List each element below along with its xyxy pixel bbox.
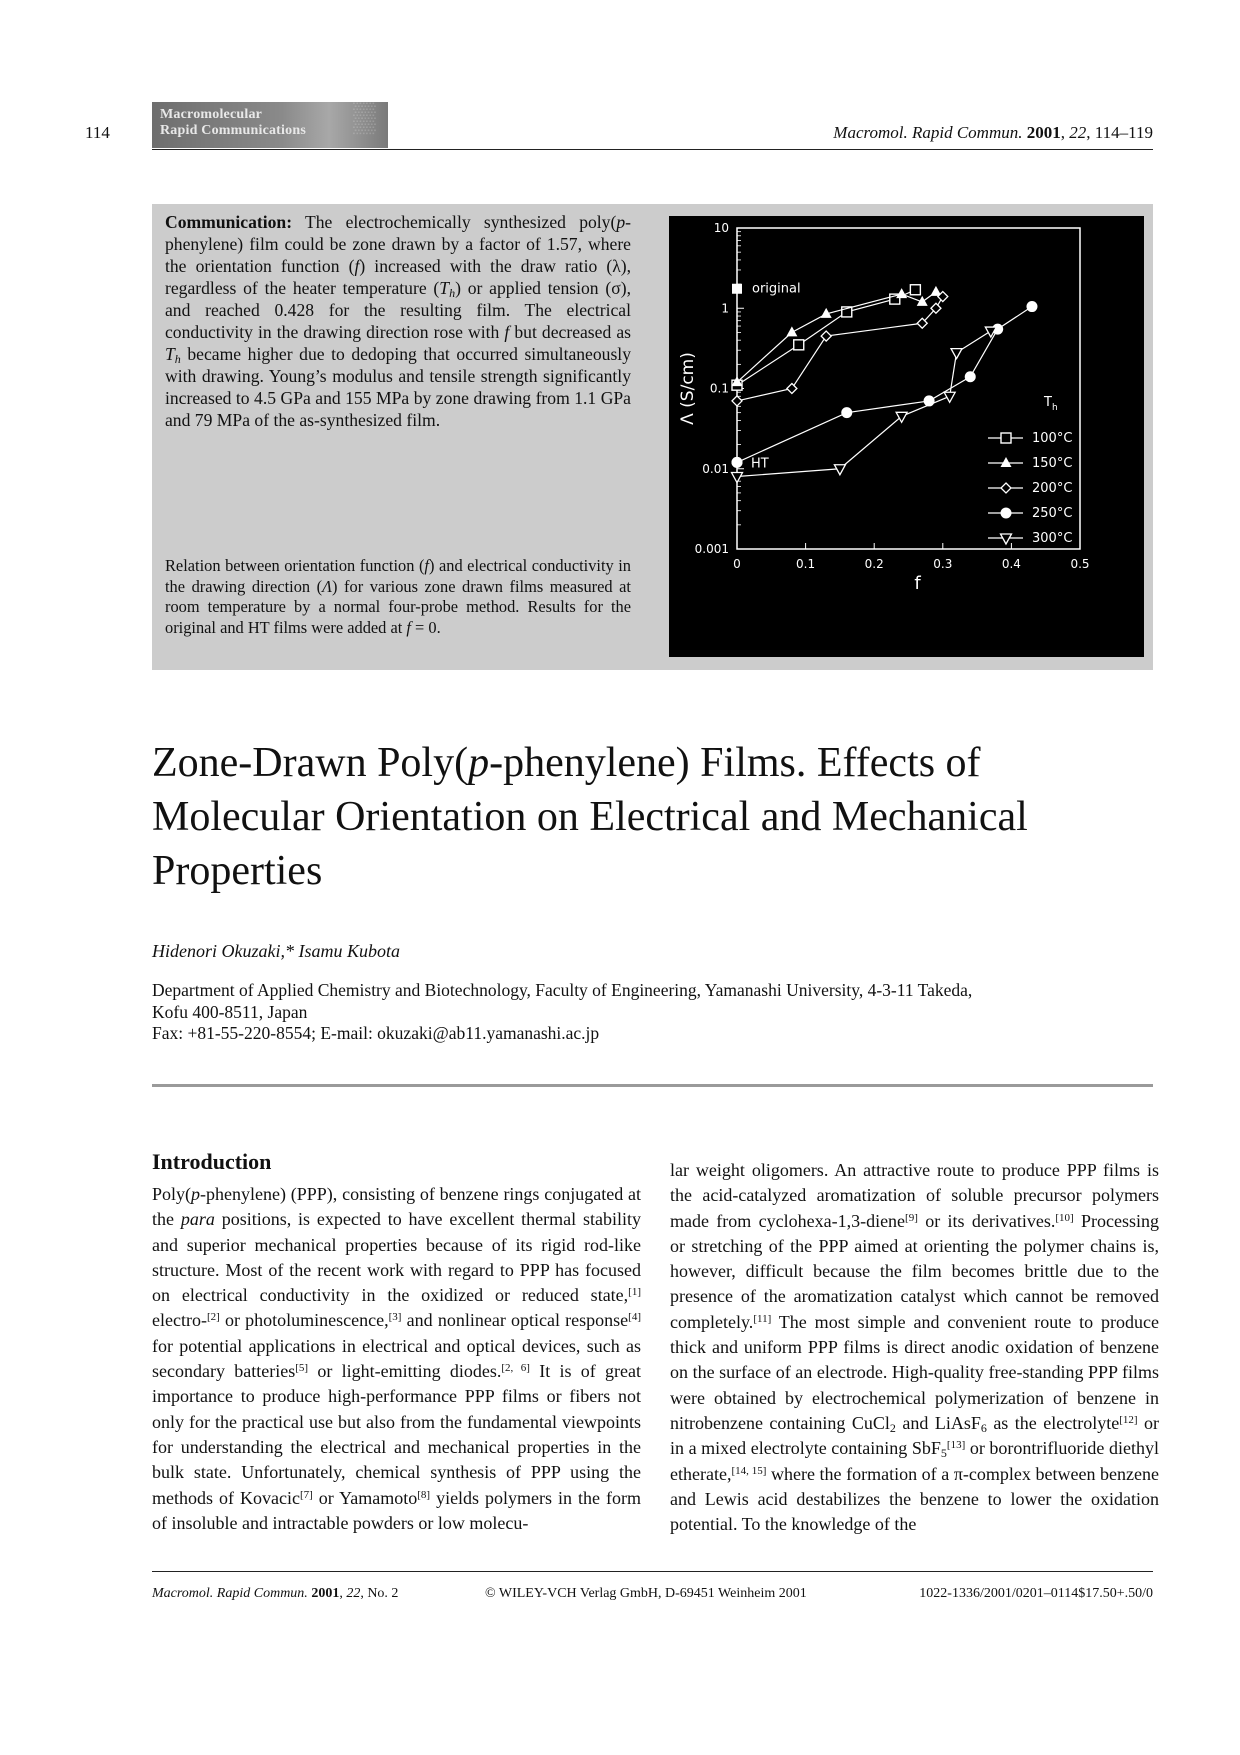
citation: [3] [388, 1311, 402, 1324]
abstract-part: ) increased with the draw ratio (λ), regardless of the heater temperature ( [165, 256, 631, 298]
x-tick-label: 0.2 [864, 557, 884, 571]
logo-watermark-icon: ▒ [353, 97, 376, 133]
legend-marker [1001, 433, 1011, 443]
citation: [5] [295, 1362, 309, 1375]
footer-journal: Macromol. Rapid Commun. [152, 1586, 308, 1601]
citation: [13] [946, 1439, 966, 1452]
title-part: -phenylene) Films. Effects of Molecular Orientation on Electrical and Mechanical Properties [152, 740, 1028, 894]
body-text: lar weight oligomers. An attractive route to produce PPP films is the acid-catalyzed aromatization of soluble precursor polymers made from cyclohexa-1,3-diene [670, 1160, 1159, 1231]
data-point [896, 288, 907, 298]
legend-title: $T_h$ [1044, 395, 1058, 413]
series-line [737, 297, 943, 401]
running-head: Macromol. Rapid Commun. 2001, 22, 114–119 [833, 123, 1153, 142]
authors: Hidenori Okuzaki,* Isamu Kubota [152, 941, 400, 961]
footer-citation: Macromol. Rapid Commun. 2001, 22, No. 2 [152, 1586, 399, 1601]
caption-part: Relation between orientation function ( [165, 556, 425, 575]
citation: [10] [1055, 1211, 1074, 1224]
figure-conductivity-chart [669, 216, 1144, 657]
footer-volume: 22 [346, 1586, 361, 1601]
abstract-italic: p [616, 212, 626, 232]
caption-part: = 0. [410, 617, 441, 637]
section-heading: Introduction [152, 1149, 272, 1174]
footer-code: 1022-1336/2001/0201–0114$17.50+.50/0 [919, 1586, 1153, 1601]
legend-label: 200°C [1032, 481, 1073, 496]
body-text: where the formation of a π-complex between benzene and Lewis acid destabilizes the benzene to lower the oxidation potential. To the knowledge of the [670, 1463, 1159, 1535]
citation: [8] [417, 1488, 431, 1501]
body-text: Processing or stretching of the PPP aimed at orienting the polymer chains is, however, difficult because the film becomes brittle due to the presence of the aromatization catalyst which cannot be removed completely. [670, 1210, 1159, 1332]
data-point [1026, 301, 1037, 312]
affiliation [152, 980, 1152, 1045]
body-column-right [670, 1158, 1159, 1537]
data-point [841, 407, 852, 418]
annotation-label: HT [751, 456, 769, 472]
legend-marker [1001, 534, 1012, 544]
body-text: yields polymers in the form of insoluble and intractable powders or low molecu- [152, 1487, 641, 1533]
abstract-part: but decreased as [509, 322, 631, 342]
abstract-italic: f [504, 322, 510, 342]
caption-italic: f [424, 556, 429, 575]
x-tick-label: 0.3 [933, 557, 953, 571]
body-text: It is of great importance to produce high-performance PPP films or fibers not only for the practical use but also from the fundamental viewpoints for understanding the electrical and mechanical properties in the bulk state. Unfortunately, chemical synthesis of PPP using the methods of Kovacic [152, 1361, 642, 1508]
title-rule [152, 1084, 1153, 1087]
citation: [2, 6] [501, 1362, 530, 1375]
abstract-italic: f [354, 256, 360, 276]
article-title [152, 736, 1152, 898]
abstract-label: Communication: [165, 212, 293, 232]
x-axis-label: f [914, 573, 921, 594]
caption-part: ) and electrical conductivity in the drawing direction ( [165, 556, 631, 596]
citation: [7] [299, 1488, 313, 1501]
logo-line-1: Macromolecular [160, 107, 263, 122]
data-point [732, 457, 743, 468]
subscript: 6 [980, 1420, 987, 1435]
caption-italic: Λ [322, 576, 333, 596]
chart-svg [669, 216, 1144, 657]
data-point [787, 384, 797, 394]
abstract-text [165, 211, 631, 431]
series-line [737, 292, 936, 382]
body-text: or in a mixed electrolyte containing SbF [670, 1412, 1159, 1459]
body-text: and nonlinear optical response [401, 1310, 629, 1331]
citation: [4] [628, 1311, 641, 1324]
data-point [965, 371, 976, 382]
footer-rule [152, 1571, 1153, 1572]
abstract-part: became higher due to dedoping that occurred simultaneously with drawing. Young’s modulus and tensile strength significantly increased to 4.5 GPa and 155 MPa by zone drawing from 1.1 GPa and 79 MPa of the as-synthesized film. [165, 344, 631, 430]
y-tick-label: 10 [713, 221, 729, 235]
citation: [2] [206, 1311, 220, 1324]
body-text: electro- [152, 1310, 207, 1331]
title-italic: p [468, 740, 490, 786]
data-point [834, 465, 845, 475]
body-text: or its derivatives. [917, 1210, 1056, 1231]
legend-marker [1001, 508, 1012, 519]
affiliation-line: Kofu 400-8511, Japan [152, 1001, 308, 1022]
page-number: 114 [85, 123, 110, 142]
logo-line-2: Rapid Communications [160, 123, 306, 138]
footer-publisher: © WILEY-VCH Verlag GmbH, D-69451 Weinheim 2001 [485, 1586, 807, 1601]
data-point [794, 340, 804, 350]
x-tick-label: 0 [733, 557, 741, 571]
body-text: or light-emitting diodes. [308, 1361, 502, 1382]
abstract-italic: T [439, 278, 450, 298]
y-tick-label: 0.001 [694, 542, 729, 556]
x-tick-label: 0.1 [796, 557, 816, 571]
legend-label: 250°C [1032, 506, 1073, 521]
data-point [896, 412, 907, 422]
legend-label: 150°C [1032, 456, 1073, 471]
body-text: for potential applications in electrical and optical devices, such as secondary batteries [152, 1335, 641, 1382]
body-text: or Yamamoto [312, 1487, 418, 1508]
body-text: as the electrolyte [986, 1412, 1120, 1433]
abstract-part: The electrochemically synthesized poly( [292, 212, 617, 232]
affiliation-line: Department of Applied Chemistry and Biotechnology, Faculty of Engineering, Yamanashi University, 4-3-11 Takeda, [152, 980, 973, 1000]
data-point [732, 396, 742, 406]
footer-year: 2001 [311, 1586, 340, 1601]
body-text: or borontrifluoride diethyl etherate, [670, 1438, 1159, 1484]
x-tick-label: 0.4 [1001, 557, 1021, 571]
y-tick-label: 0.01 [702, 461, 729, 476]
data-point [821, 331, 831, 341]
body-column-left [152, 1182, 641, 1536]
body-italic: para [180, 1209, 215, 1230]
caption-italic: f [406, 617, 411, 637]
running-head-year: 2001 [1026, 123, 1061, 142]
running-head-journal: Macromol. Rapid Commun. [833, 123, 1023, 142]
legend-marker [1001, 483, 1011, 493]
abstract-italic: h [174, 352, 181, 366]
data-point [732, 284, 742, 294]
x-tick-label: 0.5 [1070, 557, 1090, 571]
legend-label: 100°C [1032, 431, 1073, 446]
footer-issue: , No. 2 [360, 1586, 399, 1601]
contact-line: Fax: +81-55-220-8554; E-mail: okuzaki@ab11.yamanashi.ac.jp [152, 1023, 600, 1043]
citation: [12] [1119, 1413, 1138, 1426]
data-point [910, 285, 920, 295]
y-tick-label: 0.1 [709, 381, 729, 396]
y-axis-label: Λ (S/cm) [678, 352, 698, 425]
citation: [14, 15] [731, 1464, 767, 1477]
abstract-italic: h [449, 286, 456, 300]
running-head-pages: , 114–119 [1086, 123, 1153, 142]
body-text: Poly( [152, 1184, 192, 1204]
legend-label: 300°C [1032, 531, 1073, 546]
body-text: and LiAsF [895, 1412, 981, 1433]
legend-marker [1001, 457, 1012, 467]
figure-caption [165, 556, 631, 638]
abstract-part: ) or applied tension (σ), and reached 0.428 for the resulting film. The electrical conductivity in the drawing direction rose with [165, 278, 631, 342]
citation: [1] [628, 1286, 641, 1299]
annotation-label: original [752, 281, 801, 297]
citation: [9] [905, 1211, 918, 1224]
data-point [951, 349, 962, 359]
title-part: Zone-Drawn Poly( [152, 740, 469, 786]
body-text: -phenylene) (PPP), consisting of benzene rings conjugated at the [152, 1184, 641, 1230]
caption-part: ) for various zone drawn films measured at room temperature by a normal four-probe method. Results for the original and HT films were added at [165, 576, 631, 637]
body-text: or photoluminescence, [219, 1310, 389, 1331]
data-point [786, 326, 797, 336]
running-head-volume: 22 [1069, 123, 1087, 142]
abstract-italic: T [165, 344, 175, 364]
body-italic: p [191, 1184, 201, 1204]
subscript: 5 [940, 1446, 947, 1461]
y-tick-label: 1 [721, 301, 729, 316]
body-text: positions, is expected to have excellent thermal stability and superior mechanical properties because of its rigid rod-like structure. Most of the recent work with regard to PPP has focused on electrical conductivity in the oxidized or reduced state, [152, 1209, 641, 1306]
citation: [11] [753, 1312, 772, 1325]
abstract-part: -phenylene) film could be zone drawn by a factor of 1.57, where the orientation function ( [165, 212, 631, 276]
header-rule [152, 149, 1153, 150]
journal-logo [152, 97, 388, 148]
body-text: The most simple and convenient route to produce thick and uniform PPP films is direct anodic oxidation of benzene on the surface of an electrode. High-quality free-standing PPP films were obtained by electrochemical polymerization of benzene in nitrobenzene containing CuCl [670, 1311, 1159, 1433]
subscript: 2 [889, 1420, 896, 1435]
